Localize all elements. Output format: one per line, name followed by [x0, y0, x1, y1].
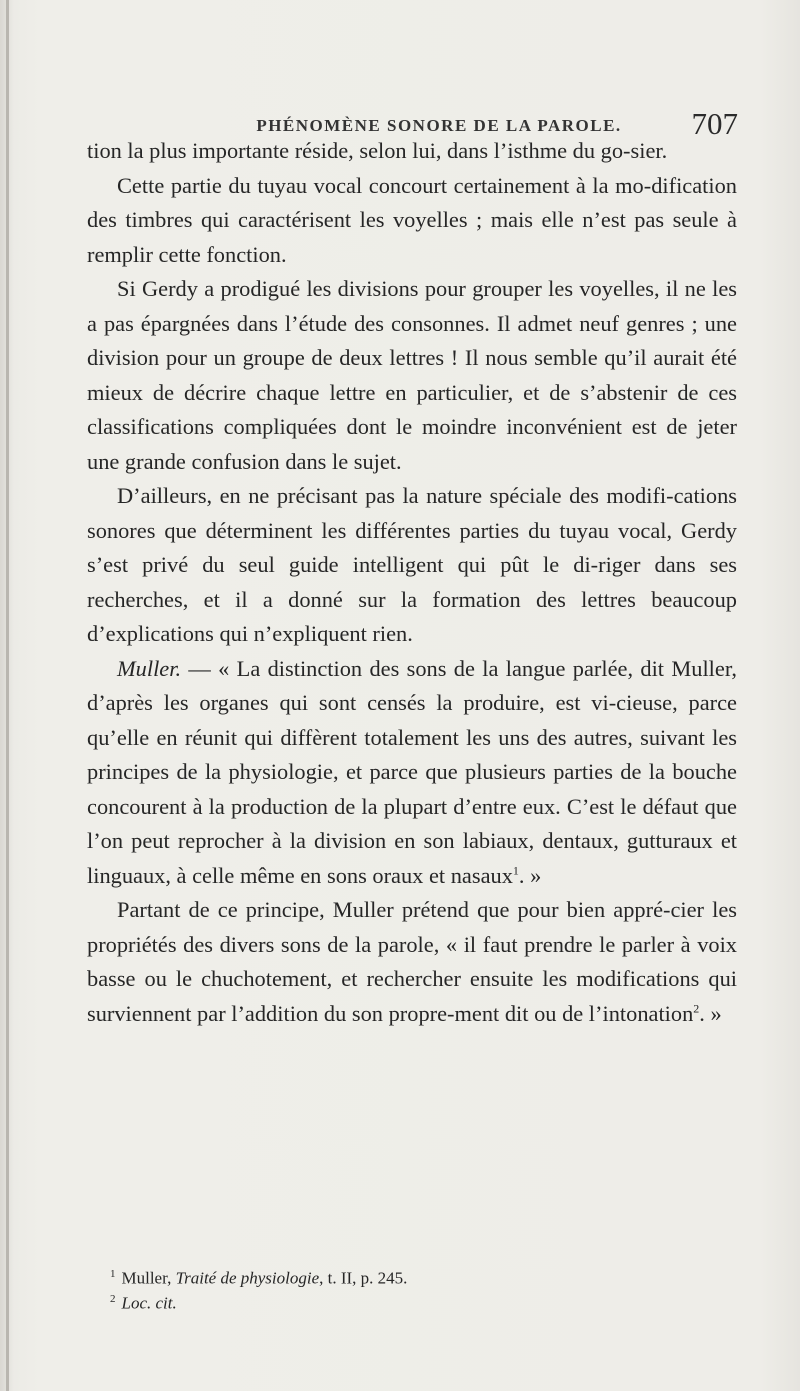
paragraph-tail: . » [518, 862, 542, 888]
page-number: 707 [691, 106, 738, 141]
paragraph-3 [87, 272, 737, 479]
paragraph-text: Partant de ce principe, Muller prétend que pour bien appré-cier les propriétés des divers sons de la parole, « il faut prendre le parler à voix basse ou le chuchotement, et rechercher ensuite les modifications qui surviennent par l’addition du son propre-ment dit ou de l’intonation [87, 897, 737, 1026]
paragraph-text: Cette partie du tuyau vocal concourt certainement à la mo-dification des timbres qui caractérisent les voyelles ; mais elle n’est pas seule à remplir cette fonction. [87, 172, 737, 267]
body-text [87, 134, 737, 1031]
footnote-ref-1[interactable]: 1 [512, 863, 519, 878]
footnote-author: Muller, [121, 1268, 176, 1288]
paragraph-1 [87, 134, 737, 169]
footnote-title: Traité de physiologie [175, 1268, 320, 1288]
binding-edge [6, 0, 9, 1391]
footnote-mark: 2 [110, 1292, 116, 1305]
paragraph-text: — « La distinction des sons de la langue parlée, dit Muller, d’après les organes qui sont censés la produire, est vi-cieuse, parce qu’elle en réunit qui diffèrent totalement les uns des autres, suivant les principes de la physiologie, et parce que plusieurs parties de la bouche concourent à la production de la plupart d’entre eux. C’est le défaut que l’on peut reprocher à la division en son labiaux, dentaux, gutturaux et linguaux, à celle même en sons oraux et nasaux [87, 655, 737, 888]
paragraph-2 [87, 169, 737, 273]
section-lead: Muller. [117, 655, 182, 681]
paragraph-4 [87, 479, 737, 652]
paragraph-tail: . » [699, 1000, 722, 1026]
paragraph-text: Si Gerdy a prodigué les divisions pour grouper les voyelles, il ne les a pas épargnées dans l’étude des consonnes. Il admet neuf genres ; une division pour un groupe de deux lettres ! Il nous semble qu’il aurait été mieux de décrire chaque lettre en particulier, et de s’abstenir de ces classifications compliquées dont le moindre inconvénient est de jeter une grande confusion dans le sujet. [87, 276, 737, 474]
footnote-ref-2[interactable]: 2 [693, 1001, 700, 1016]
paragraph-text: tion la plus importante réside, selon lui, dans l’isthme du go-sier. [87, 138, 668, 163]
paragraph-6 [87, 893, 737, 1031]
paragraph-text: D’ailleurs, en ne précisant pas la nature spéciale des modifi-cations sonores que déterminent les différentes parties du tuyau vocal, Gerdy s’est privé du seul guide intelligent qui pût le di-riger dans ses recherches, et il a donné sur la formation des lettres beaucoup d’explications qui n’expliquent rien. [87, 483, 737, 646]
footnote-2 [110, 1289, 740, 1314]
footnotes [110, 1264, 740, 1313]
running-title: PHÉNOMÈNE SONORE DE LA PAROLE. [256, 116, 622, 135]
footnote-1 [110, 1264, 740, 1289]
footnote-rest: , t. II, p. 245. [319, 1268, 408, 1288]
footnote-mark: 1 [110, 1268, 116, 1280]
footnote-title: Loc. cit. [121, 1293, 177, 1313]
paragraph-5 [87, 652, 737, 894]
